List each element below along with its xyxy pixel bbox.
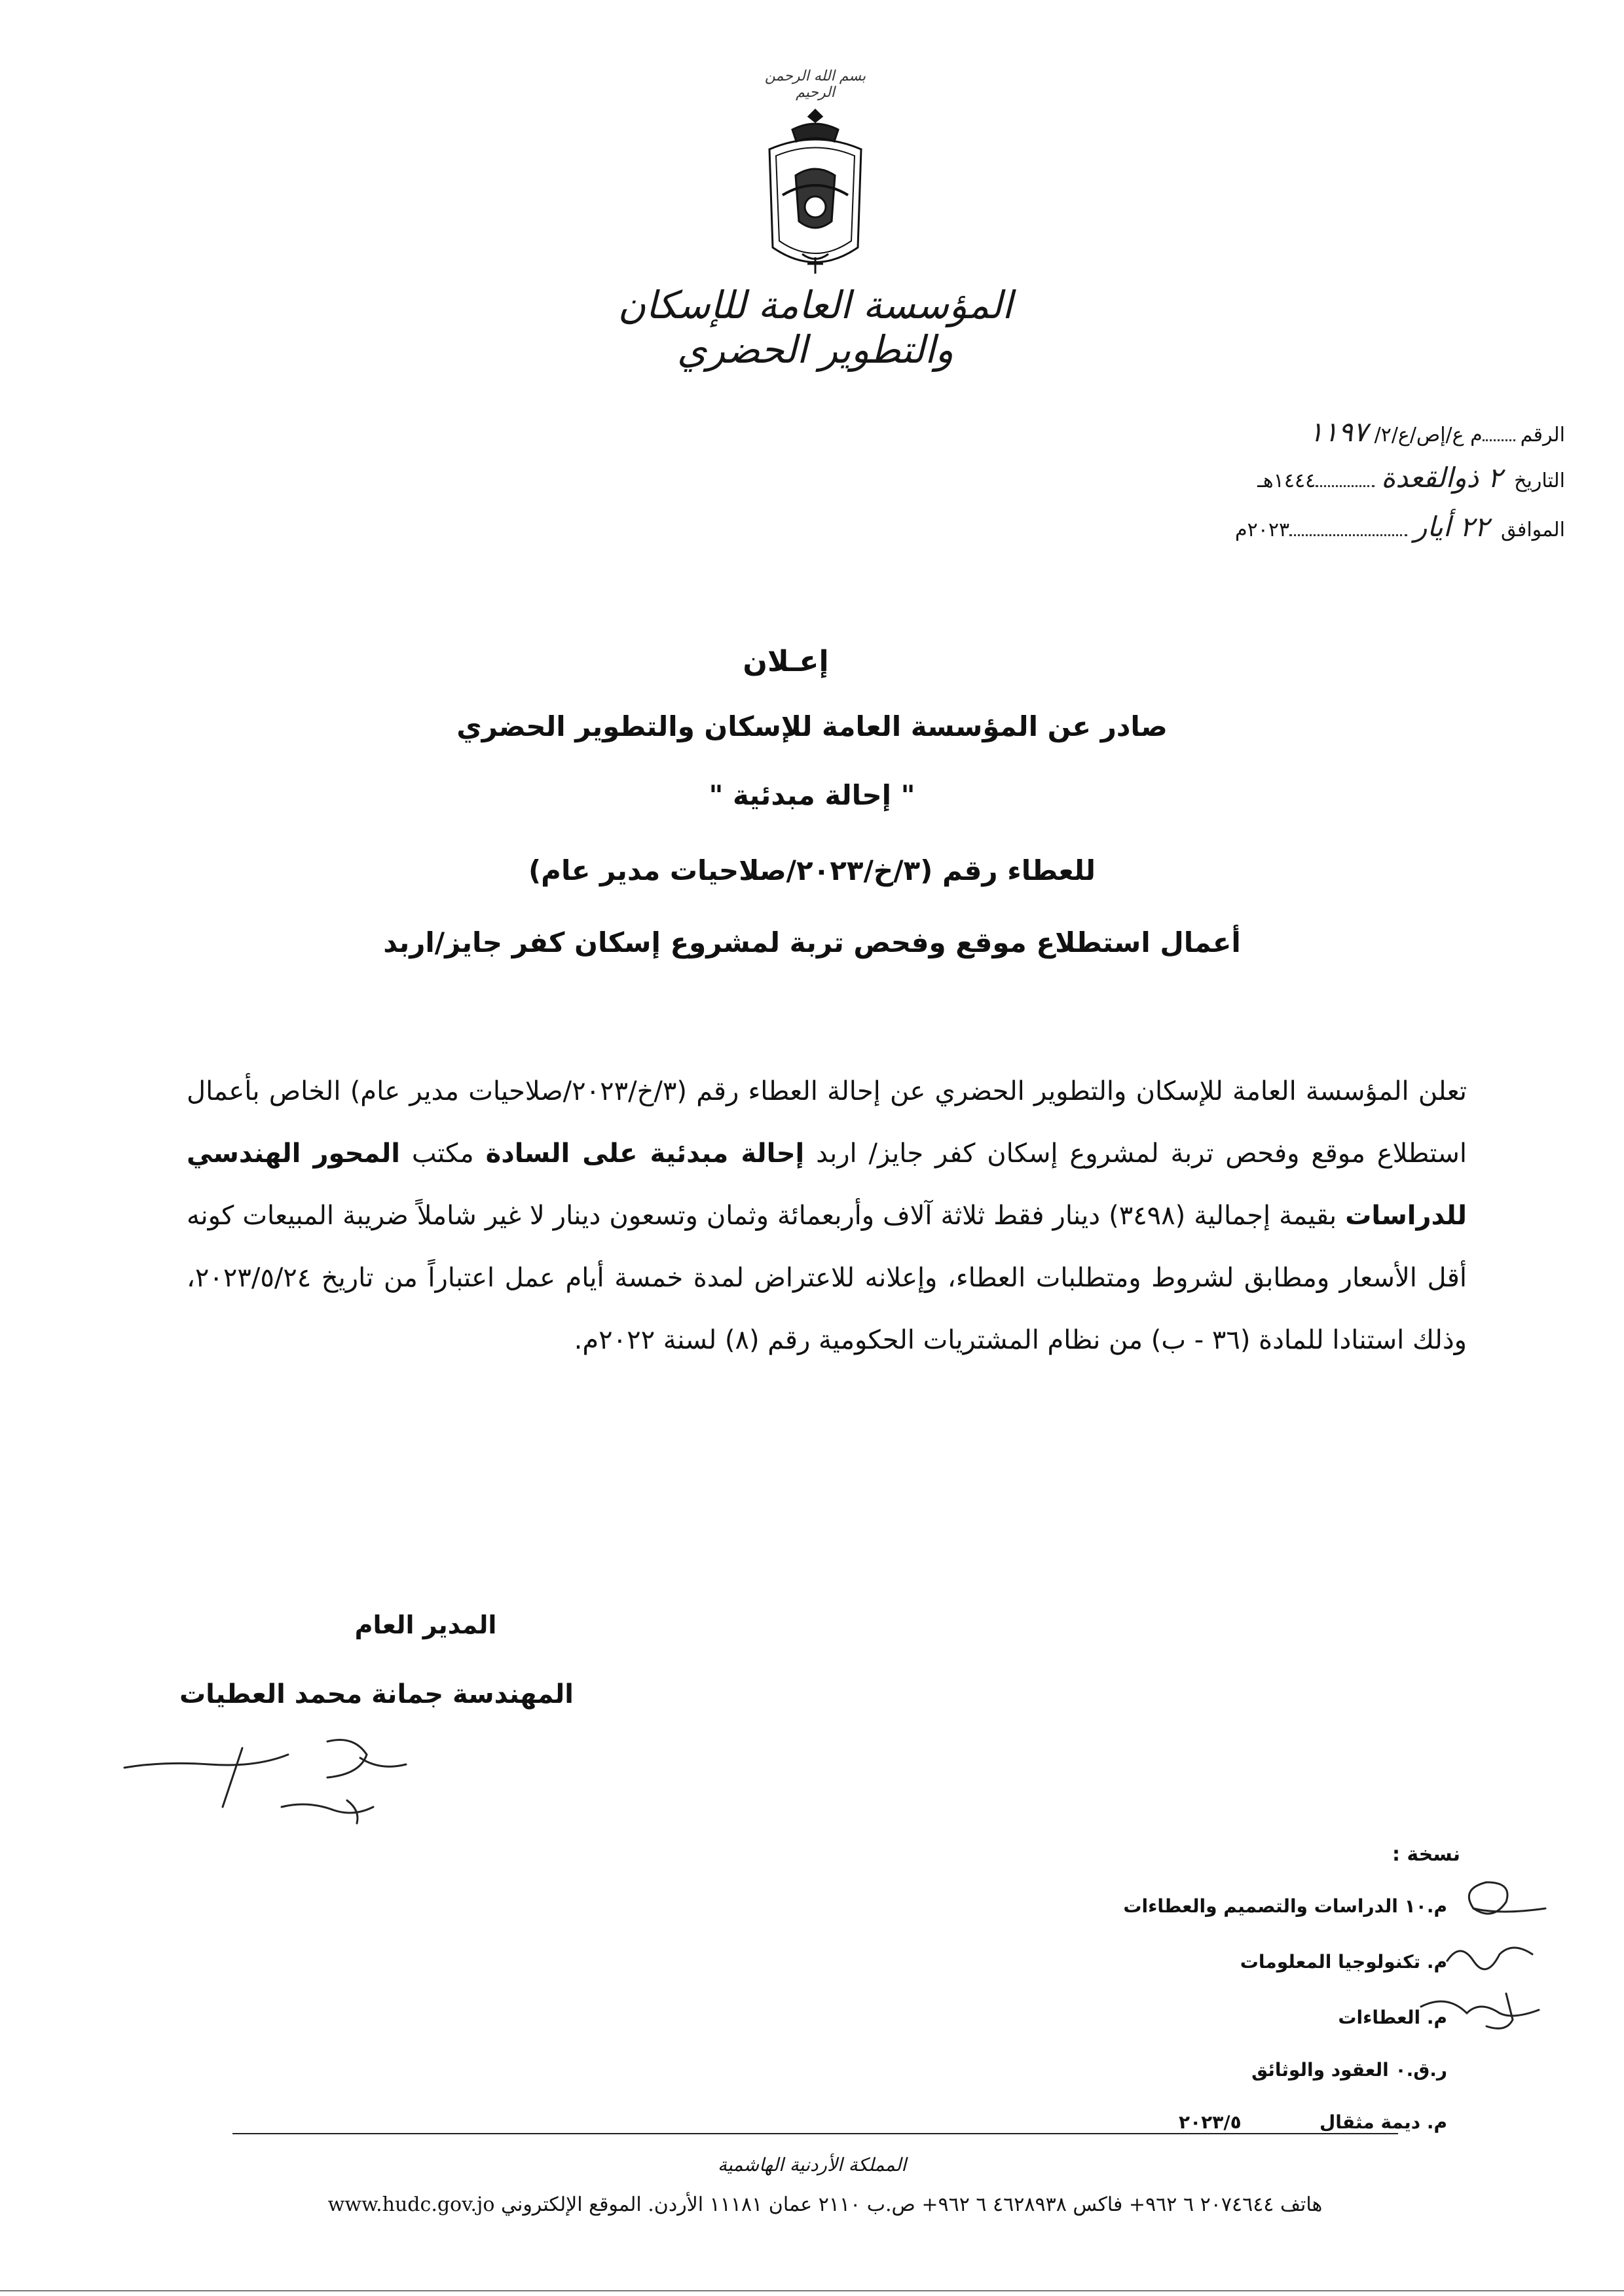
reference-number-value: م ع/إص/ع/٢/ — [1374, 424, 1483, 446]
footer-kingdom: المملكة الأردنية الهاشمية — [717, 2154, 907, 2176]
signatory-title: المدير العام — [354, 1611, 497, 1639]
reference-date-value: ١٤٤٤هـ — [1257, 469, 1316, 492]
body-bold-company: المحور الهندسي للدراسات — [187, 1139, 1467, 1231]
reference-number-label: الرقم — [1520, 424, 1565, 446]
reference-corresponding-row — [1235, 511, 1565, 550]
copy-item: م. تكنولوجيا المعلومات — [1240, 1951, 1447, 1973]
reference-corresponding-label: الموافق — [1500, 519, 1565, 541]
copies-date: ٢٠٢٣/٥ — [1179, 2111, 1242, 2133]
award-type-line: " إحالة مبدئية " — [709, 779, 915, 811]
announcement-body — [187, 1061, 1467, 1372]
tender-number-line: للعطاء رقم (٣/خ/٢٠٢٣/صلاحيات مدير عام) — [528, 854, 1096, 886]
body-text-part3: بقيمة إجمالية (٣٤٩٨) دينار فقط ثلاثة آلاف وأربعمائة وثمان وتسعون دينار لا غير شاملاً ضريبة المبيعات كونه أقل الأسعار ومطابق لشروط ومتطلبات العطاء، وإعلانه للاعتراض لمدة خمسة أيام عمل اعتباراً من تاريخ ٢٠٢٣/٥/٢٤، وذلك استنادا للمادة (٣٦ - ب) من نظام المشتريات الحكومية رقم (٨) لسنة ٢٠٢٢م. — [187, 1201, 1467, 1355]
body-text-part1: تعلن المؤسسة العامة للإسكان والتطوير الحضري عن إحالة العطاء رقم (٣/خ/٢٠٢٣/صلاحيات مدير عام) الخاص بأعمال استطلاع موقع وفحص تربة لمشروع إسكان كفر جايز/ اربد — [187, 1076, 1467, 1169]
announcement-title: إعـلان — [743, 645, 829, 678]
reference-number-row — [1302, 416, 1565, 455]
handwritten-signature — [111, 1722, 426, 1833]
footer-contacts — [308, 2193, 1342, 2216]
body-bold-award: إحالة مبدئية على السادة — [485, 1139, 805, 1169]
footer-contact-details: هاتف ٢٠٧‎٤٦٤٤‏ ٦ ٩٦٢+ فاكس ٤٦٢٨٩٣٨ ٦ ٩٦٢+ ص.ب ٢١١٠ عمان ١١١٨١ الأردن. الموقع الإلكتروني — [500, 2193, 1323, 2216]
reference-date-handwritten: ٢ ذوالقعدة — [1381, 462, 1503, 494]
reference-corresponding-handwritten: ٢٢ أيار — [1414, 511, 1489, 543]
copy-item: م. ديمة مثقال — [1319, 2111, 1447, 2133]
body-text-part2: مكتب — [399, 1139, 486, 1169]
reference-corresponding-value: ٢٠٢٣م — [1235, 519, 1290, 541]
reference-number-handwritten: ١١٩٧ — [1308, 416, 1368, 448]
coat-of-arms-emblem — [756, 103, 874, 280]
organization-header: المؤسسة العامة للإسكان والتطوير الحضري — [618, 283, 1013, 372]
reference-date-label: التاريخ — [1514, 469, 1565, 492]
signatory-name: المهندسة جمانة محمد العطيات — [179, 1679, 574, 1709]
handwritten-initials — [1408, 1856, 1604, 2052]
footer-divider — [232, 2133, 1398, 2134]
copies-heading: نسخة : — [1392, 1843, 1460, 1866]
reference-date-row — [1257, 462, 1565, 501]
page-bottom-edge — [0, 2290, 1624, 2291]
project-line: أعمال استطلاع موقع وفحص تربة لمشروع إسكان كفر جايز/اربد — [383, 926, 1241, 958]
issuer-line: صادر عن المؤسسة العامة للإسكان والتطوير الحضري — [456, 710, 1168, 742]
copy-item: م. العطاءات — [1338, 2007, 1447, 2028]
copy-item: م.١٠ الدراسات والتصميم والعطاءات — [1123, 1895, 1447, 1917]
basmala: بسم الله الرحمن الرحيم — [764, 68, 866, 101]
copy-item: ر.ق.٠ العقود والوثائق — [1251, 2059, 1447, 2081]
footer-website-link[interactable]: www.hudc.gov.jo — [327, 2193, 495, 2216]
